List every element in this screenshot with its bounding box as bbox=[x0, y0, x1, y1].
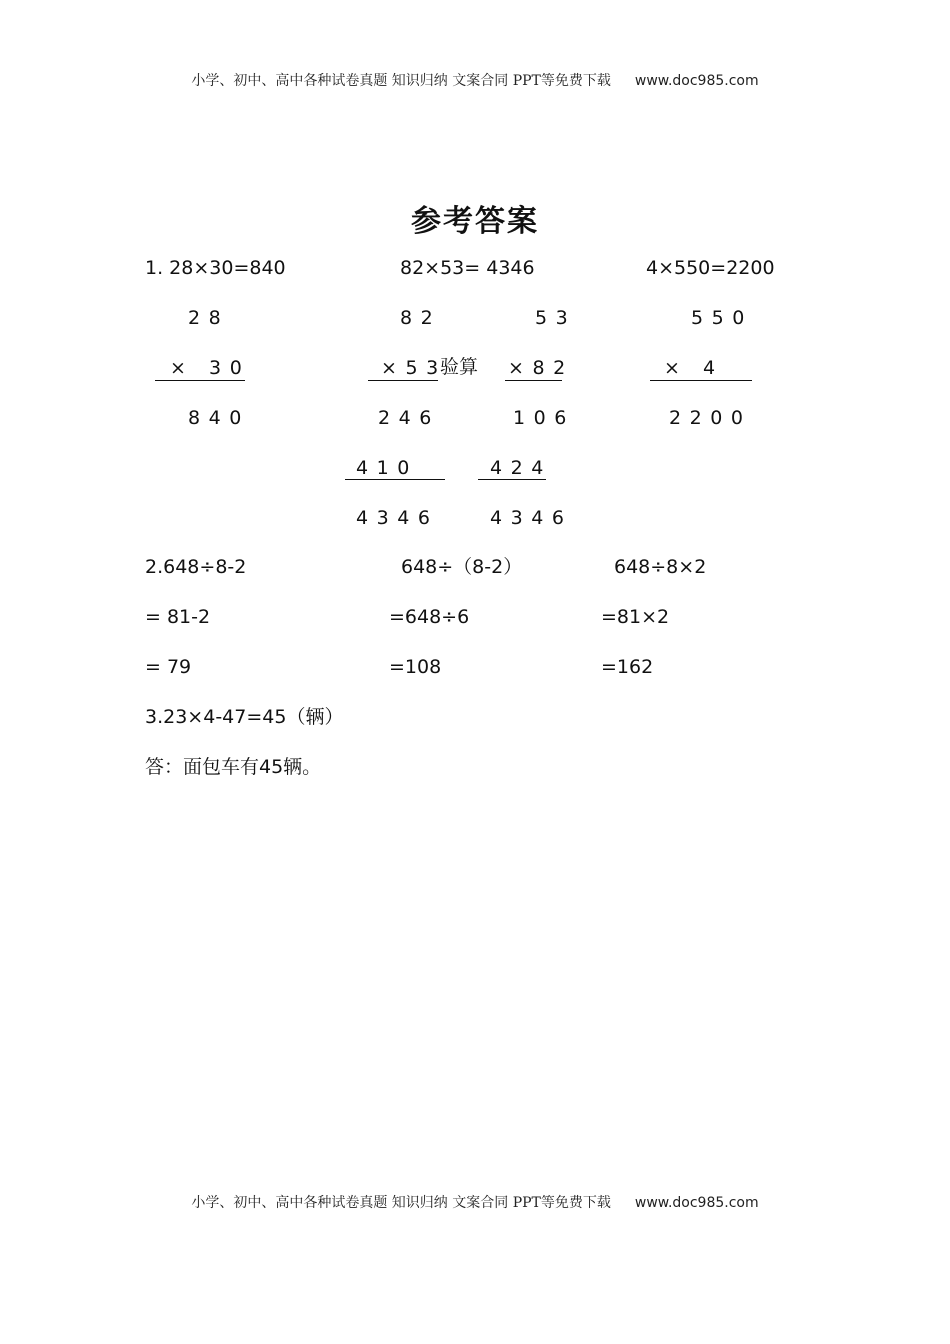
q2-a-step-2: = 79 bbox=[145, 656, 192, 678]
q1-a-multiplier: × 30 bbox=[170, 357, 251, 379]
q2-a-expression: 2.648÷8-2 bbox=[145, 556, 247, 578]
q1-b-check-multiplicand: 53 bbox=[535, 307, 577, 329]
q3-expression: 3.23×4-47=45（辆） bbox=[145, 706, 344, 728]
q1-a-rule bbox=[155, 380, 245, 381]
q1-b-partial-2: 410 bbox=[356, 457, 418, 479]
q1-b-sum: 4346 bbox=[356, 507, 439, 529]
q1-b-check-rule bbox=[505, 380, 562, 381]
q1-c-multiplicand: 550 bbox=[691, 307, 753, 329]
q1-b-multiplier: ×53 bbox=[381, 357, 447, 379]
q2-c-step-1: =81×2 bbox=[601, 606, 670, 628]
q1-equation-a: 1. 28×30=840 bbox=[145, 257, 286, 279]
q1-b-check-partial-2: 424 bbox=[490, 457, 552, 479]
q1-a-result: 840 bbox=[188, 407, 250, 429]
q2-a-step-1: = 81-2 bbox=[145, 606, 211, 628]
q1-b-check-label: 验算 bbox=[440, 356, 479, 378]
q1-b-rule bbox=[368, 380, 438, 381]
q1-a-multiplicand: 28 bbox=[188, 307, 230, 329]
q1-b-check-partial-1: 106 bbox=[513, 407, 575, 429]
page-header bbox=[0, 70, 950, 90]
q2-b-expression: 648÷（8-2） bbox=[401, 556, 523, 578]
q2-c-step-2: =162 bbox=[601, 656, 654, 678]
q1-equation-c: 4×550=2200 bbox=[646, 257, 775, 279]
q2-b-step-1: =648÷6 bbox=[389, 606, 470, 628]
q1-b-check-sum: 4346 bbox=[490, 507, 573, 529]
q1-b-check-sum-rule bbox=[478, 479, 546, 480]
q1-c-rule bbox=[650, 380, 752, 381]
q1-b-sum-rule bbox=[345, 479, 445, 480]
q1-b-multiplicand: 82 bbox=[400, 307, 442, 329]
q1-b-partial-1: 246 bbox=[378, 407, 440, 429]
page-title: 参考答案 bbox=[411, 204, 539, 239]
header-site: www.doc985.com bbox=[634, 73, 759, 89]
header-text: 小学、初中、高中各种试卷真题 知识归纳 文案合同 PPT等免费下载 bbox=[191, 73, 611, 89]
footer-site: www.doc985.com bbox=[634, 1195, 759, 1211]
page-footer bbox=[0, 1192, 950, 1212]
q3-answer: 答：面包车有45辆。 bbox=[145, 756, 322, 778]
footer-text: 小学、初中、高中各种试卷真题 知识归纳 文案合同 PPT等免费下载 bbox=[191, 1195, 611, 1211]
q2-c-expression: 648÷8×2 bbox=[614, 556, 707, 578]
q2-b-step-2: =108 bbox=[389, 656, 442, 678]
q1-c-result: 2200 bbox=[669, 407, 752, 429]
q1-equation-b: 82×53= 4346 bbox=[400, 257, 535, 279]
q1-c-multiplier: × 4 bbox=[664, 357, 724, 379]
q1-b-check-multiplier: ×82 bbox=[508, 357, 574, 379]
